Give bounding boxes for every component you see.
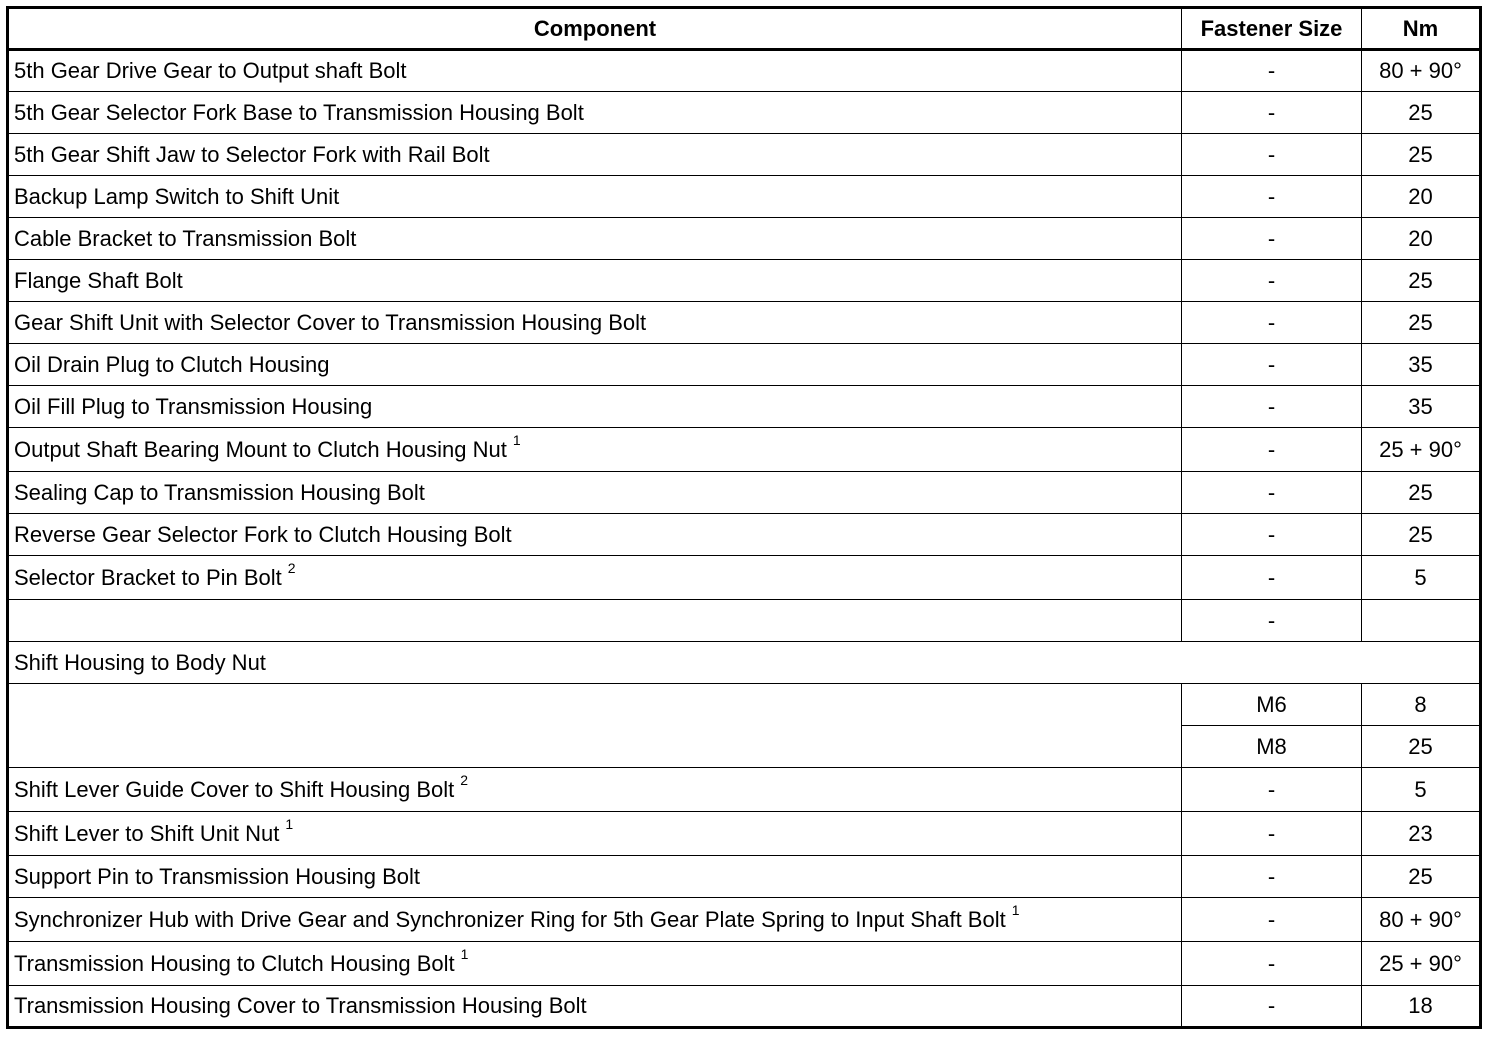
- table-row: [8, 92, 1481, 134]
- component-cell: [8, 260, 1182, 302]
- fastener-size-cell: -: [1182, 942, 1362, 986]
- table-row: [8, 134, 1481, 176]
- component-cell: [8, 898, 1182, 942]
- header-row: [8, 8, 1481, 50]
- table-row: [8, 986, 1481, 1028]
- column-header-nm: Nm: [1362, 8, 1481, 50]
- table-row: [8, 386, 1481, 428]
- table-row: [8, 768, 1481, 812]
- component-cell: [8, 472, 1182, 514]
- table-row: [8, 50, 1481, 92]
- torque-value-cell: 80 + 90°: [1362, 898, 1481, 942]
- component-cell: [8, 134, 1182, 176]
- fastener-size-cell: -: [1182, 134, 1362, 176]
- component-cell: [8, 556, 1182, 600]
- torque-value-cell: 5: [1362, 556, 1481, 600]
- torque-value-cell: 20: [1362, 176, 1481, 218]
- table-row: [8, 856, 1481, 898]
- component-text: Gear Shift Unit with Selector Cover to Transmission Housing Bolt: [14, 309, 647, 335]
- torque-value-cell: 25: [1362, 260, 1481, 302]
- column-header-fastener-size: Fastener Size: [1182, 8, 1362, 50]
- torque-value-cell: 23: [1362, 812, 1481, 856]
- table-row: [8, 302, 1481, 344]
- component-text: Support Pin to Transmission Housing Bolt: [14, 863, 420, 889]
- component-cell: [8, 302, 1182, 344]
- component-cell: [8, 856, 1182, 898]
- fastener-size-cell: -: [1182, 176, 1362, 218]
- component-cell: [8, 92, 1182, 134]
- component-cell: [8, 218, 1182, 260]
- component-text: 5th Gear Drive Gear to Output shaft Bolt: [14, 58, 407, 83]
- fastener-size-cell: -: [1182, 812, 1362, 856]
- table-row: [8, 514, 1481, 556]
- torque-spec-table: [6, 6, 1482, 1029]
- table-row: [8, 428, 1481, 472]
- component-cell: [8, 344, 1182, 386]
- fastener-size-cell: -: [1182, 50, 1362, 92]
- torque-value-cell: 5: [1362, 768, 1481, 812]
- component-cell: [8, 986, 1182, 1028]
- footnote-marker: 2: [287, 560, 296, 577]
- torque-value-cell: 25: [1362, 514, 1481, 556]
- torque-value-cell: 18: [1362, 986, 1481, 1028]
- table-row: [8, 472, 1481, 514]
- footnote-marker: 1: [285, 816, 294, 833]
- component-text: Oil Fill Plug to Transmission Housing: [14, 393, 373, 419]
- component-cell: [8, 176, 1182, 218]
- component-cell: [8, 768, 1182, 812]
- fastener-size-cell: -: [1182, 386, 1362, 428]
- fastener-size-cell: -: [1182, 768, 1362, 812]
- torque-value-cell: 25 + 90°: [1362, 942, 1481, 986]
- component-text: Synchronizer Hub with Drive Gear and Synchronizer Ring for 5th Gear Plate Spring to Input Shaft Bolt: [14, 906, 1006, 932]
- torque-value-cell: 25: [1362, 302, 1481, 344]
- fastener-size-cell: -: [1182, 428, 1362, 472]
- group-title-cell: Shift Housing to Body Nut: [8, 642, 1481, 684]
- component-text: Shift Lever Guide Cover to Shift Housing Bolt: [14, 776, 455, 802]
- fastener-size-cell: -: [1182, 472, 1362, 514]
- component-cell: [8, 514, 1182, 556]
- component-text: Transmission Housing to Clutch Housing Bolt: [14, 950, 455, 976]
- torque-value-cell: 25: [1362, 92, 1481, 134]
- table-row: [8, 942, 1481, 986]
- torque-value-cell: 35: [1362, 344, 1481, 386]
- table-row: [8, 600, 1481, 642]
- fastener-size-cell: -: [1182, 260, 1362, 302]
- footnote-marker: 2: [460, 772, 469, 789]
- torque-value-cell: 25 + 90°: [1362, 428, 1481, 472]
- footnote-marker: 1: [512, 432, 521, 449]
- component-text: Output Shaft Bearing Mount to Clutch Housing Nut: [14, 436, 507, 462]
- torque-value-cell: [1362, 600, 1481, 642]
- fastener-size-cell: -: [1182, 556, 1362, 600]
- group-subrow: [8, 684, 1481, 726]
- component-cell: [8, 812, 1182, 856]
- table-row: [8, 218, 1481, 260]
- component-text: Shift Lever to Shift Unit Nut: [14, 820, 280, 846]
- component-cell: [8, 50, 1182, 92]
- footnote-marker: 1: [460, 946, 469, 963]
- footnote-marker: 1: [1011, 902, 1020, 919]
- fastener-size-cell: -: [1182, 856, 1362, 898]
- torque-value-cell: 25: [1362, 726, 1481, 768]
- group-blank-cell: [8, 684, 1182, 768]
- table-row: [8, 812, 1481, 856]
- table-row: [8, 176, 1481, 218]
- torque-value-cell: 25: [1362, 856, 1481, 898]
- torque-value-cell: 25: [1362, 134, 1481, 176]
- component-cell: [8, 386, 1182, 428]
- table-row: [8, 260, 1481, 302]
- table-body: [8, 50, 1481, 1028]
- component-cell: [8, 942, 1182, 986]
- table-row: [8, 556, 1481, 600]
- fastener-size-cell: M6: [1182, 684, 1362, 726]
- component-text: Flange Shaft Bolt: [14, 267, 183, 293]
- component-text: Oil Drain Plug to Clutch Housing: [14, 351, 330, 377]
- component-text: 5th Gear Selector Fork Base to Transmission Housing Bolt: [14, 99, 584, 125]
- table-row: [8, 898, 1481, 942]
- torque-value-cell: 8: [1362, 684, 1481, 726]
- component-text: 5th Gear Shift Jaw to Selector Fork with Rail Bolt: [14, 141, 490, 167]
- component-text: Selector Bracket to Pin Bolt: [14, 564, 282, 590]
- fastener-size-cell: M8: [1182, 726, 1362, 768]
- group-header-row: [8, 642, 1481, 684]
- fastener-size-cell: -: [1182, 218, 1362, 260]
- fastener-size-cell: -: [1182, 514, 1362, 556]
- component-cell: [8, 428, 1182, 472]
- fastener-size-cell: -: [1182, 92, 1362, 134]
- fastener-size-cell: -: [1182, 302, 1362, 344]
- torque-value-cell: 35: [1362, 386, 1481, 428]
- torque-value-cell: 80 + 90°: [1362, 50, 1481, 92]
- fastener-size-cell: -: [1182, 344, 1362, 386]
- component-text: Backup Lamp Switch to Shift Unit: [14, 183, 340, 209]
- table-header: [8, 8, 1481, 50]
- fastener-size-cell: -: [1182, 898, 1362, 942]
- torque-value-cell: 20: [1362, 218, 1481, 260]
- component-text: Transmission Housing Cover to Transmission Housing Bolt: [14, 993, 587, 1018]
- torque-value-cell: 25: [1362, 472, 1481, 514]
- component-text: Reverse Gear Selector Fork to Clutch Housing Bolt: [14, 521, 512, 547]
- table-row: [8, 344, 1481, 386]
- fastener-size-cell: -: [1182, 986, 1362, 1028]
- component-text: Sealing Cap to Transmission Housing Bolt: [14, 479, 425, 505]
- component-text: Cable Bracket to Transmission Bolt: [14, 225, 357, 251]
- column-header-component: Component: [8, 8, 1182, 50]
- component-cell: [8, 600, 1182, 642]
- fastener-size-cell: -: [1182, 600, 1362, 642]
